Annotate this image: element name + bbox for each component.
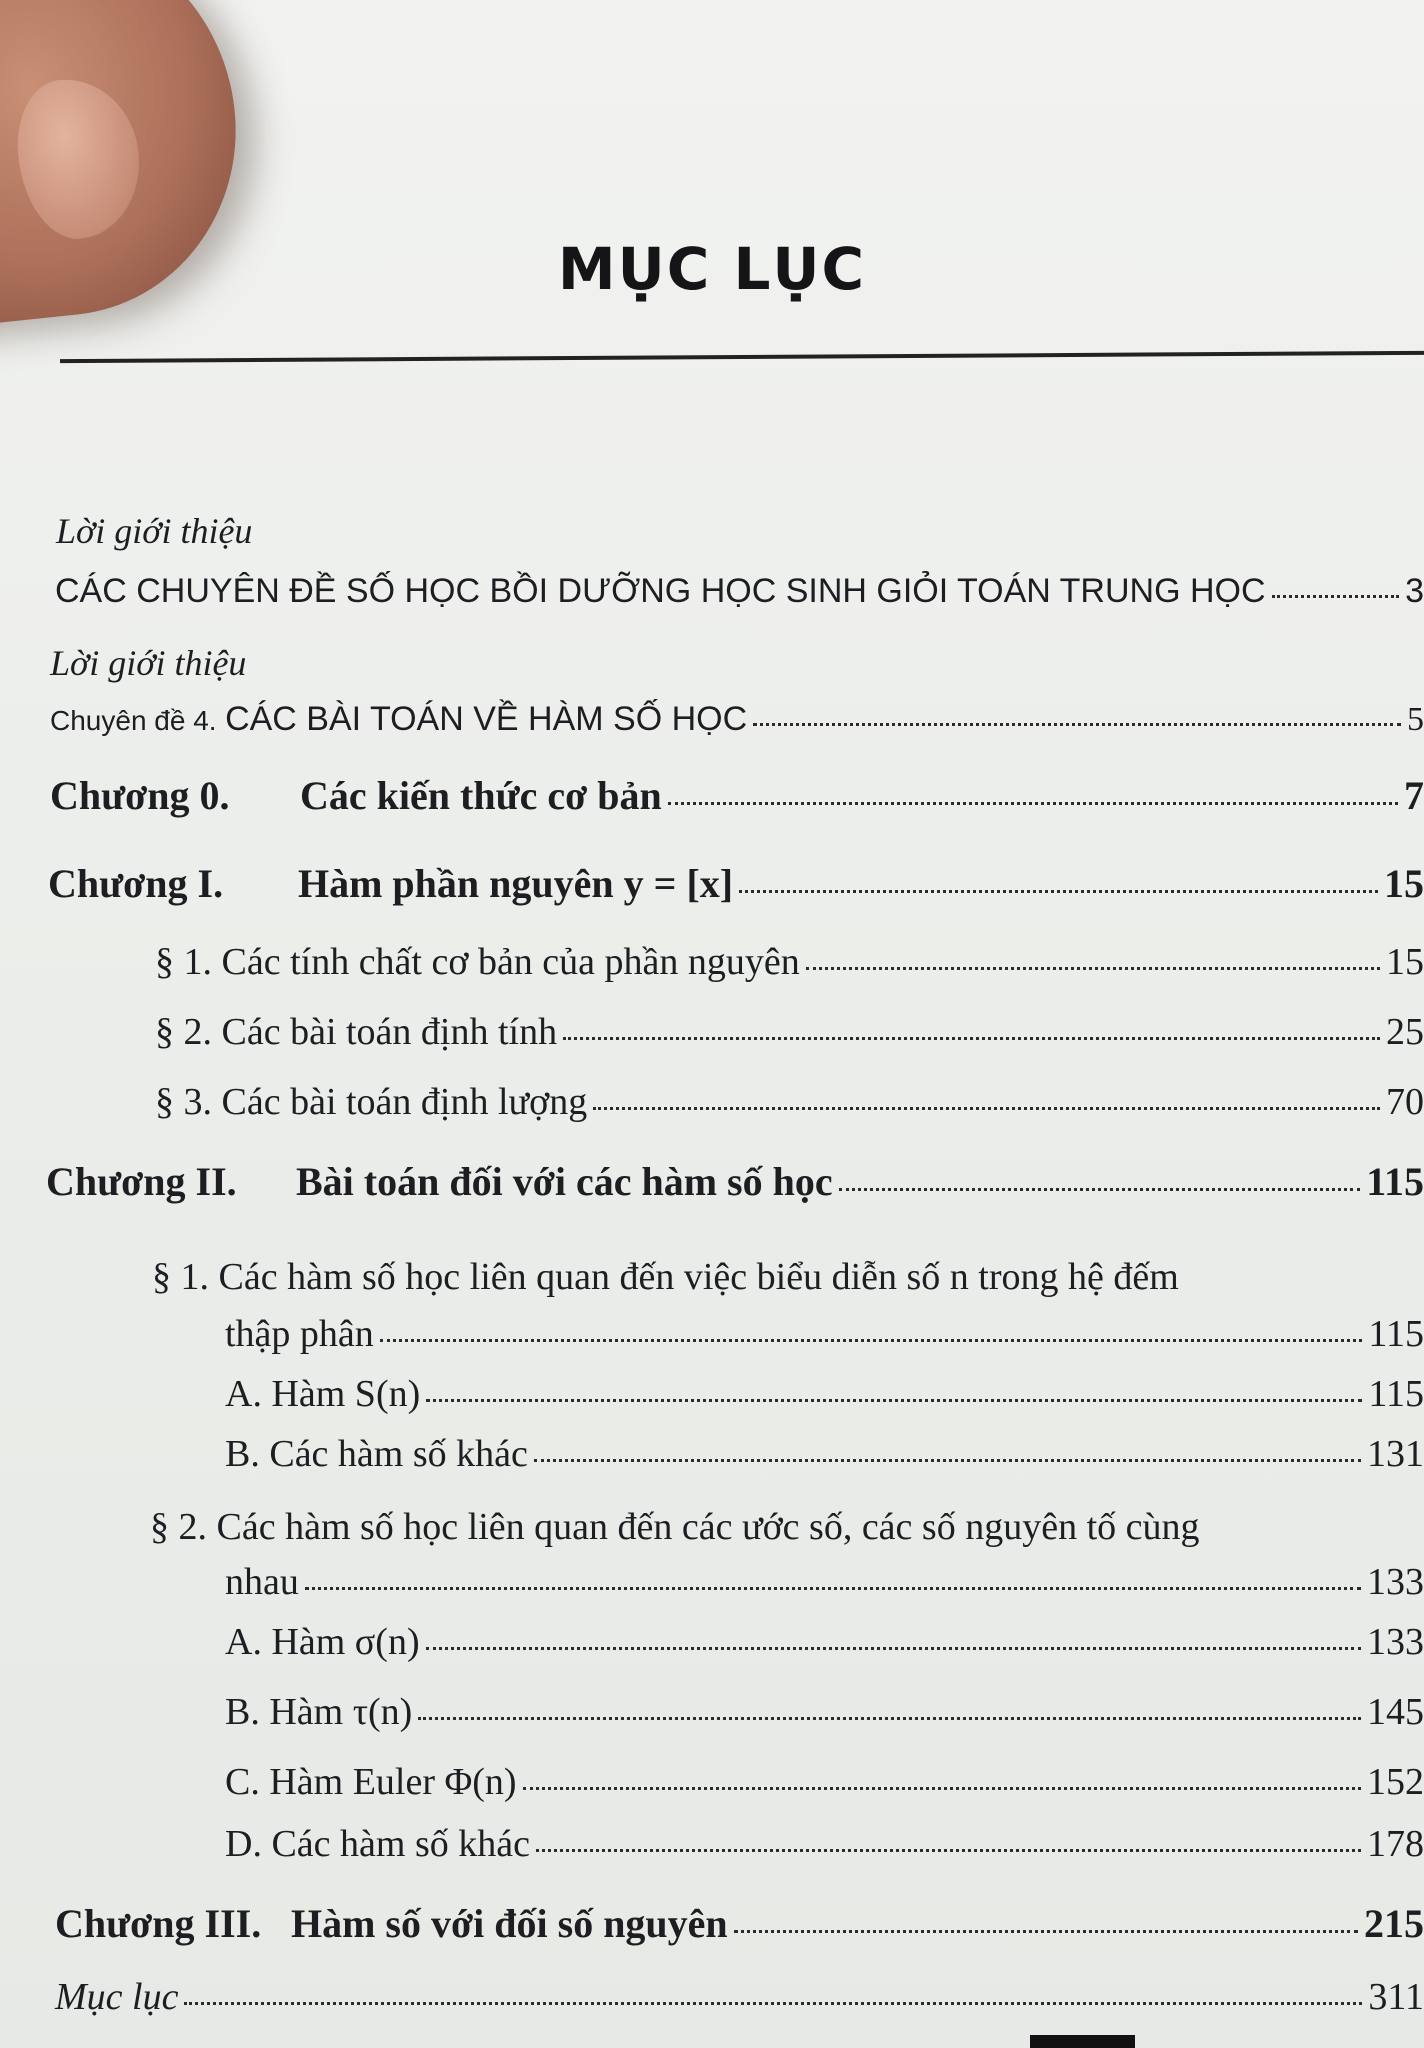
toc-entry-label: nhau [225,1561,299,1603]
leader-dots [426,1399,1362,1402]
toc-entry-page: 15 [1386,941,1424,983]
toc-entry-page: 152 [1367,1761,1424,1803]
toc-entry-label: C. Hàm Euler Φ(n) [225,1761,517,1803]
toc-entry-series[interactable] [55,572,1424,611]
chapter-title: Bài toán đối với các hàm số học [296,1159,833,1204]
leader-dots [380,1339,1363,1342]
page-title: MỤC LỤC [557,235,867,303]
toc-entry-ch2-s1-b[interactable] [225,1432,1424,1476]
chapter-number: Chương I. [48,861,224,906]
toc-entry-index[interactable] [55,1975,1424,2019]
leader-dots [806,967,1380,970]
toc-entry-page: 133 [1367,1621,1424,1663]
toc-entry-label: § 2. Các bài toán định tính [155,1011,558,1053]
toc-entry-ch2-s2-d[interactable] [225,1822,1424,1866]
toc-entry-page: 7 [1404,773,1424,818]
leader-dots [839,1188,1361,1191]
leader-dots [534,1459,1361,1462]
leader-dots [1272,595,1400,598]
leader-dots [734,1930,1358,1933]
toc-entry-page: 115 [1368,1313,1424,1355]
toc-entry-label: A. Hàm S(n) [225,1373,421,1415]
toc-entry-ch2-s2-a[interactable] [225,1620,1424,1664]
toc-entry-label: § 3. Các bài toán định lượng [155,1081,588,1123]
toc-entry-chapter-1[interactable] [48,860,1424,907]
leader-dots [536,1849,1361,1852]
chapter-number: Chương III. [55,1901,262,1946]
toc-entry-page: 70 [1386,1081,1424,1123]
toc-entry-ch2-s2[interactable] [225,1560,1424,1604]
leader-dots [563,1037,1380,1040]
leader-dots [184,2002,1362,2005]
toc-entry-label: B. Hàm τ(n) [225,1691,413,1733]
leader-dots [305,1587,1361,1590]
chapter-title: Hàm số với đối số nguyên [291,1901,728,1946]
leader-dots [739,890,1378,893]
toc-entry-chapter-3[interactable] [55,1900,1424,1947]
toc-entry-ch2-s2-c[interactable] [225,1760,1424,1804]
leader-dots [668,802,1398,805]
toc-entry-page: 115 [1366,1159,1424,1204]
toc-entry-ch2-s2-b[interactable] [225,1690,1424,1734]
chapter-title: Hàm phần nguyên y = [x] [298,861,734,906]
topic-prefix: Chuyên đề 4. [50,705,217,736]
toc-entry-page: 25 [1386,1011,1424,1053]
leader-dots [523,1787,1361,1790]
chapter-title: Các kiến thức cơ bản [300,773,662,818]
leader-dots [753,723,1401,726]
toc-entry-page: 15 [1384,861,1424,906]
toc-entry-label: D. Các hàm số khác [225,1823,530,1865]
toc-entry-page: 131 [1367,1433,1424,1475]
toc-entry-page: 115 [1368,1373,1424,1415]
toc-entry-chapter-2[interactable] [46,1158,1424,1205]
toc-entry-label: A. Hàm σ(n) [225,1621,420,1663]
toc-entry-label: thập phân [225,1313,374,1355]
toc-entry-label [50,700,747,739]
fingernail [11,73,147,245]
toc-entry-ch1-s2[interactable] [155,1010,1424,1054]
toc-entry-label: Mục lục [55,1976,179,2018]
leader-dots [418,1717,1361,1720]
toc-entry-page: 133 [1367,1561,1424,1603]
toc-entry-ch2-s1-a[interactable] [225,1372,1424,1416]
toc-entry-page: 178 [1367,1823,1424,1865]
toc-entry-page: 215 [1364,1901,1424,1946]
toc-entry-label: § 1. Các tính chất cơ bản của phần nguyên [155,941,800,983]
chapter-number: Chương 0. [50,773,230,818]
toc-entry-ch1-s3[interactable] [155,1080,1424,1124]
toc-entry-ch2-s1[interactable] [225,1312,1424,1356]
ch2-s1-heading: § 1. Các hàm số học liên quan đến việc biểu diễn số n trong hệ đếm [152,1256,1179,1298]
toc-entry-label: CÁC CHUYÊN ĐỀ SỐ HỌC BỒI DƯỠNG HỌC SINH GIỎI TOÁN TRUNG HỌC [55,572,1266,610]
topic-title: CÁC BÀI TOÁN VỀ HÀM SỐ HỌC [225,700,748,738]
page-edge-mark [1030,2035,1135,2048]
toc-entry-page: 5 [1407,701,1424,738]
toc-entry-topic[interactable] [50,700,1424,739]
leader-dots [426,1647,1361,1650]
toc-entry-page: 3 [1405,572,1424,610]
toc-entry-ch1-s1[interactable] [155,940,1424,984]
ch2-s2-heading: § 2. Các hàm số học liên quan đến các ước số, các số nguyên tố cùng [150,1506,1200,1548]
chapter-number: Chương II. [46,1159,237,1204]
toc-entry-page: 145 [1367,1691,1424,1733]
title-rule [60,351,1424,363]
leader-dots [593,1107,1380,1110]
toc-entry-page: 311 [1368,1976,1424,2018]
toc-entry-label: B. Các hàm số khác [225,1433,528,1475]
toc-entry-chapter-0[interactable] [50,772,1424,819]
intro-label-2: Lời giới thiệu [50,643,247,683]
intro-label-1: Lời giới thiệu [56,511,253,551]
